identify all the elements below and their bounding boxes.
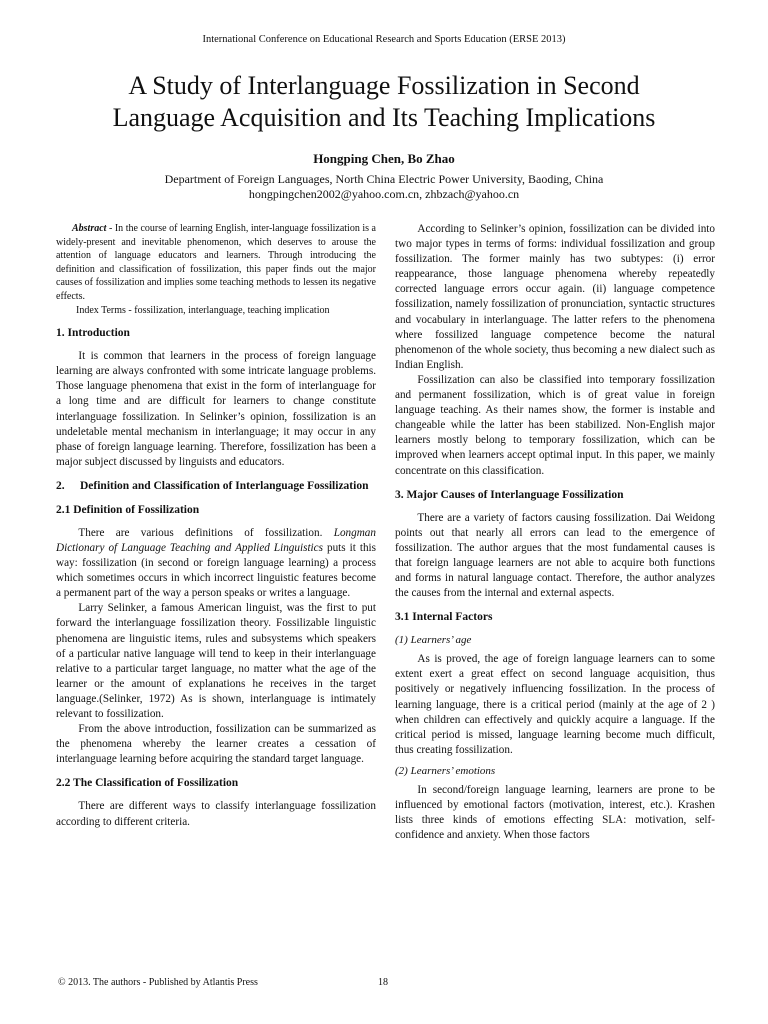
left-column	[56, 222, 376, 830]
learners-emotions-paragraph: In second/foreign language learning, learners are prone to be influenced by emotional factors (motivation, interest, etc.). Krashen lists three kinds of emotions effecting SLA: motivation, self-confidence and anxiety. When those factors	[395, 784, 715, 842]
section-3-1-heading: 3.1 Internal Factors	[395, 611, 493, 624]
section-1-paragraph: It is common that learners in the process of foreign language learning are always confronted with some intricate language problems. Those language phenomena that exist in the form of interlanguage for a long time and are difficult for learners to change constitute interlanguage fossilization. In Selinker’s opinion, fossilization is an undeletable mental mechanism in interlanguage; it may occur in any phase of foreign language learning. Therefore, fossilization has been a major subject discussed by linguists and educators.	[56, 350, 376, 468]
authors: Hongping Chen, Bo Zhao	[313, 151, 455, 166]
abstract-label: Abstract	[72, 223, 107, 234]
text-span: puts it this way: fossilization (in second or foreign language learning) a process which sometimes occurs in which incorrect linguistic features become a permanent part of the way a person speaks or writes a language.	[56, 542, 376, 600]
section-2-1-heading: 2.1 Definition of Fossilization	[56, 503, 200, 516]
section-1-heading: 1. Introduction	[56, 327, 130, 340]
learners-age-paragraph: As is proved, the age of foreign language learners can to some extent exert a great effect on second language acquisition, thus positively or negatively influencing fossilization. In the process of learning language, there is a critical period (mainly at the age of 2 ) when children can effectively and quickly acquire a language. If the critical period is missed, language learning become much difficult, thus creating fossilization.	[395, 653, 715, 756]
text-span: There are various definitions of fossilization.	[78, 526, 334, 539]
section-2-2-paragraph: There are different ways to classify interlanguage fossilization according to different criteria.	[56, 800, 376, 828]
learners-emotions-heading: (2) Learners’ emotions	[395, 764, 496, 777]
affiliation	[0, 172, 768, 202]
section-3-paragraph: There are a variety of factors causing fossilization. Dai Weidong points out that nearly all errors can lead to the emergence of fossilization. The author argues that the most fundamental causes is that foreign language learners are not able to acquire both functions and forms in natural language contact. Therefore, the author analyzes the causes from the internal and external aspects.	[395, 511, 715, 600]
section-2-1-paragraph-2: Larry Selinker, a famous American linguist, was the first to put forward the interlanguage fossilization theory. Fossilizable linguistic phenomena are linguistic items, rules and subsystems which speakers of a particular native language will tend to keep in their interlanguage relative to a particular target language, no matter what the age of the learner or the amount of explanations he receives in the target language.(Selinker, 1972) As is shown, interlanguage is intimately relevant to fossilization.	[56, 602, 376, 721]
conference-header: International Conference on Educational Research and Sports Education (ERSE 2013)	[202, 34, 566, 45]
section-2-1-paragraph-1	[56, 526, 376, 601]
section-3-heading: 3. Major Causes of Interlanguage Fossilization	[395, 488, 624, 501]
dictionary-title: Longman Dictionary of Language Teaching and Applied Linguistics	[56, 526, 376, 554]
section-2-heading	[56, 479, 376, 494]
abstract	[56, 222, 376, 304]
abstract-text: - In the course of learning English, inter-language fossilization is a widely-present and inevitable phenomenon, which deserves to arouse the attention of language educators and learners. Through introducing the definition and classification of fossilization, this paper finds out the major causes of fossilization and implies some teaching methods to lessen its negative effects.	[56, 223, 376, 302]
paper-title	[40, 70, 728, 134]
classification-paragraph-1: According to Selinker’s opinion, fossilization can be divided into two major types in terms of forms: individual fossilization and group fossilization. The former mainly has two subtypes: (i) error reappearance, those language phenomena whereby repeatedly corrected language errors occur again. (ii) language competence fossilization, namely fossilization of pronunciation, syntactic structures and vocabulary in interlanguage. The latter refers to the phenomena where fossilized language competence become the natural phenomenon of the whole society, thus becoming a new dialect such as Indian English.	[395, 223, 715, 371]
department: Department of Foreign Languages, North China Electric Power University, Baoding, China	[164, 172, 604, 186]
section-2-1-paragraph-3: From the above introduction, fossilization can be summarized as the phenomena whereby the learner creates a cessation of interlanguage learning before acquiring the standard target language.	[56, 723, 376, 766]
title-line-1: A Study of Interlanguage Fossilization in Second	[128, 71, 640, 100]
section-2-number: 2.	[56, 479, 65, 492]
section-2-2-heading: 2.2 The Classification of Fossilization	[56, 777, 239, 790]
emails: hongpingchen2002@yahoo.com.cn, zhbzach@yahoo.cn	[248, 187, 520, 201]
copyright-footer: © 2013. The authors - Published by Atlantis Press	[58, 977, 258, 988]
title-line-2: Language Acquisition and Its Teaching Implications	[112, 103, 656, 132]
learners-age-heading: (1) Learners’ age	[395, 634, 472, 647]
index-terms: Index Terms - fossilization, interlanguage, teaching implication	[76, 304, 330, 316]
page-number: 18	[378, 977, 388, 988]
right-column	[395, 222, 715, 843]
section-2-title: Definition and Classification of Interlanguage Fossilization	[80, 479, 369, 492]
classification-paragraph-2: Fossilization can also be classified into temporary fossilization and permanent fossilization, which is of great value in foreign language teaching. As their names show, the former is instable and changeable while the latter has been stabilized. Non-English major learners mostly belong to temporary fossilization, which can be improved when learners accept optimal input. In this paper, we mainly concentrate on this classification.	[395, 373, 715, 477]
